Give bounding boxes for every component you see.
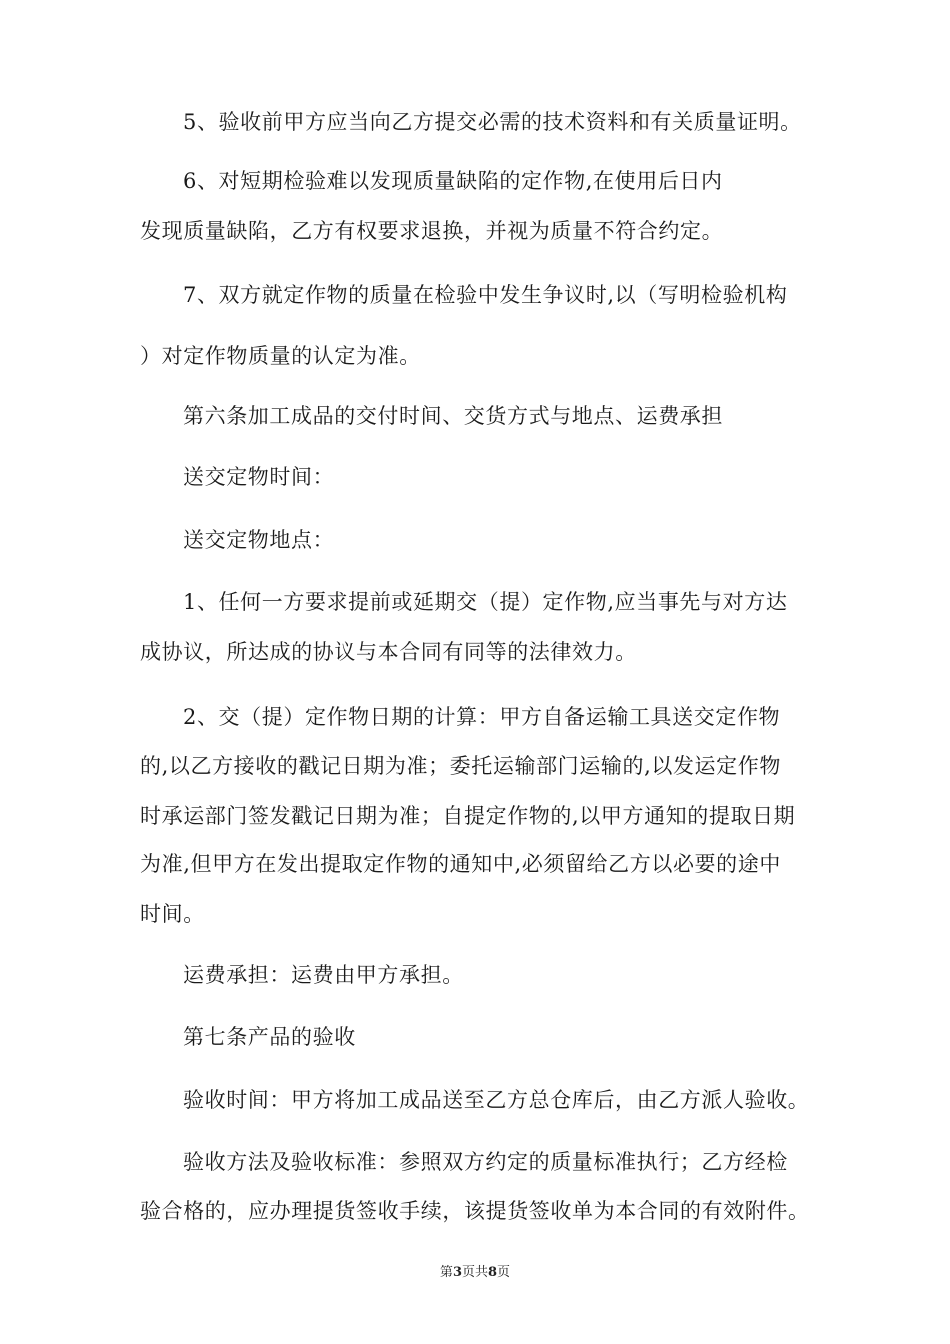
footer-middle: 页共 (461, 1265, 488, 1280)
text-line: 成协议，所达成的协议与本合同有同等的法律效力。 (140, 640, 637, 664)
text-line: ）对定作物质量的认定为准。 (140, 344, 421, 368)
text-line: 时承运部门签发戳记日期为准；自提定作物的,以甲方通知的提取日期 (140, 804, 796, 828)
footer-prefix: 第 (439, 1265, 453, 1280)
text-line: 验收时间：甲方将加工成品送至乙方总仓库后，由乙方派人验收。 (183, 1088, 810, 1112)
section-heading: 第六条加工成品的交付时间、交货方式与地点、运费承担 (183, 404, 723, 428)
text-line: 的,以乙方接收的戳记日期为准；委托运输部门运输的,以发运定作物 (140, 754, 781, 778)
page-footer (0, 1264, 950, 1282)
text-line: 5、验收前甲方应当向乙方提交必需的技术资料和有关质量证明。 (183, 110, 802, 134)
text-line: 验收方法及验收标准：参照双方约定的质量标准执行；乙方经检 (183, 1150, 788, 1174)
text-line: 验合格的，应办理提货签收手续，该提货签收单为本合同的有效附件。 (140, 1199, 810, 1223)
footer-total-pages: 8 (488, 1265, 498, 1280)
text-line: 送交定物地点： (183, 528, 335, 552)
footer-current-page: 3 (452, 1265, 462, 1280)
section-heading: 第七条产品的验收 (183, 1025, 356, 1049)
text-line: 时间。 (140, 902, 205, 926)
text-line: 7、双方就定作物的质量在检验中发生争议时,以（写明检验机构 (183, 283, 788, 307)
text-line: 为准,但甲方在发出提取定作物的通知中,必须留给乙方以必要的途中 (140, 852, 781, 876)
text-line: 6、对短期检验难以发现质量缺陷的定作物,在使用后日内 (183, 169, 723, 193)
footer-suffix: 页 (497, 1265, 511, 1280)
text-line: 发现质量缺陷，乙方有权要求退换，并视为质量不符合约定。 (140, 219, 724, 243)
text-line: 2、交（提）定作物日期的计算：甲方自备运输工具送交定作物 (183, 705, 781, 729)
text-line: 1、任何一方要求提前或延期交（提）定作物,应当事先与对方达 (183, 590, 788, 614)
text-line: 运费承担：运费由甲方承担。 (183, 963, 464, 987)
text-line: 送交定物时间： (183, 465, 335, 489)
